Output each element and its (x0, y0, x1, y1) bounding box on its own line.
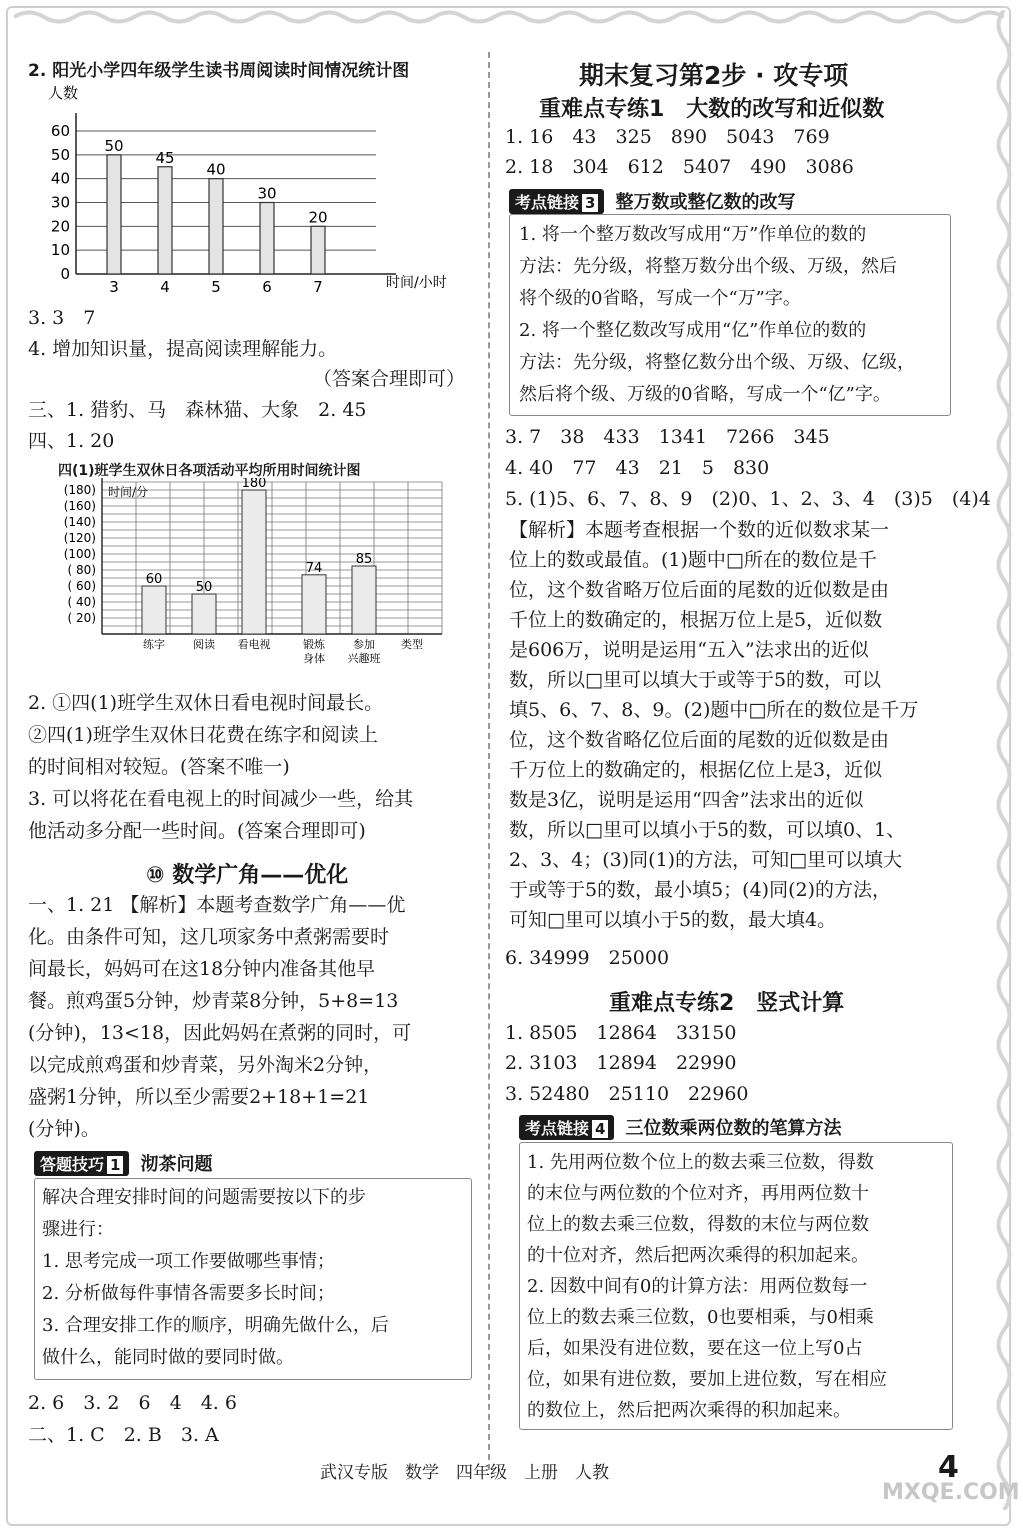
answer-r1: 1. 16 43 325 890 5043 769 (505, 126, 830, 148)
bar (260, 203, 274, 275)
y-tick-label: (120) (63, 531, 96, 545)
main-title: 期末复习第2步 · 攻专项 (579, 61, 849, 90)
unit-title: ⑩ 数学广角——优化 (146, 863, 349, 888)
y-tick-label: 50 (50, 145, 70, 164)
link3-header (509, 188, 796, 214)
y-axis-label: 人数 (48, 84, 79, 102)
bar (209, 179, 223, 274)
q2-title: 2. 阳光小学四年级学生读书周阅读时间情况统计图 (28, 61, 410, 81)
bar (107, 155, 121, 274)
answer-si-1: 四、1. 20 (28, 430, 115, 452)
text-line: 数，所以□里可以填小于5的数，可以填0、1、 (509, 819, 906, 841)
text-line: 1. 将一个整万数改写成用“万”作单位的数的 (519, 224, 867, 245)
subsection-2-title: 重难点专练2 竖式计算 (609, 991, 845, 1016)
y-tick-label: (160) (63, 499, 96, 513)
link3-title: 整万数或整亿数的改写 (615, 192, 796, 213)
y-tick-label: (180) (63, 483, 96, 497)
text-line: 位上的数去乘三位数，得数的末位与两位数 (527, 1214, 869, 1235)
text-line: 化。由条件可知，这几项家务中煮粥需要时 (28, 926, 390, 948)
data-label: 40 (206, 160, 226, 179)
text-line: 的数位上，然后把两次乘得的积加起来。 (527, 1400, 851, 1421)
text-line: 做什么，能同时做的要同时做。 (42, 1347, 294, 1368)
weekend-activity-bar-chart (28, 478, 476, 688)
y-tick-label: 10 (50, 241, 70, 260)
y-tick-label: ( 80) (67, 563, 96, 577)
decorative-wave-top (14, 8, 1004, 26)
tip-title: 沏茶问题 (140, 1154, 213, 1175)
y-tick-label: ( 20) (67, 611, 96, 625)
data-label: 50 (104, 136, 124, 155)
text-line: 数，所以□里可以填大于或等于5的数，可以 (509, 669, 882, 691)
page-number: 4 (938, 1450, 959, 1485)
text-line: 位上的数去乘三位数，0也要相乘，与0相乘 (527, 1307, 874, 1328)
reading-time-bar-chart (28, 82, 476, 292)
text-line: 3. 合理安排工作的顺序，明确先做什么，后 (42, 1315, 389, 1336)
bar (311, 226, 325, 274)
text-line: 他活动多分配一些时间。(答案合理即可) (28, 820, 366, 842)
text-line: 位，如果有进位数，要加上进位数，写在相应 (527, 1369, 887, 1390)
data-label: 180 (241, 478, 267, 491)
text-line: 千位上的数确定的，根据万位上是5，近似数 (509, 609, 883, 631)
y-tick-label: 0 (60, 265, 70, 283)
y-tick-label: 40 (50, 169, 70, 188)
text-line: 位，这个数省略万位后面的尾数的近似数是由 (509, 579, 890, 601)
answer-q3: 3. 3 7 (28, 307, 96, 329)
text-line: 是606万，说明是运用“五入”法求出的近似 (509, 639, 869, 661)
text-line: 2、3、4；(3)同(1)的方法，可知□里可以填大 (509, 849, 903, 871)
text-line: 然后将个级、万级的0省略，写成一个“亿”字。 (519, 384, 891, 405)
y-tick-label: (100) (63, 547, 96, 561)
text-line: 位，这个数省略亿位后面的尾数的近似数是由 (509, 729, 890, 751)
text-line: 可知□里可以填小于5的数，最大填4。 (509, 909, 837, 931)
text-line: 一、1. 21 【解析】本题考查数学广角——优 (28, 894, 406, 916)
text-line: 餐。煎鸡蛋5分钟，炒青菜8分钟，5+8=13 (28, 990, 399, 1012)
text-line: 方法：先分级，将整万数分出个级、万级，然后 (519, 256, 897, 277)
text-line: 位上的数或最值。(1)题中□所在的数位是千 (509, 549, 877, 571)
x-tick-label: 锻炼 (303, 638, 325, 651)
text-line: 以完成煎鸡蛋和炒青菜，另外淘米2分钟， (28, 1054, 383, 1076)
x-tick-label: 4 (160, 278, 170, 292)
x-tick-label: 7 (313, 278, 323, 292)
bar (352, 566, 376, 634)
answer-b2: 2. 3103 12894 22990 (505, 1052, 737, 1074)
answer-line-a: 2. 6 3. 2 6 4 4. 6 (28, 1392, 237, 1414)
text-line: (分钟)，13<18，因此妈妈在煮粥的同时，可 (28, 1022, 412, 1044)
y-tick-label: ( 60) (67, 579, 96, 593)
link4-title: 三位数乘两位数的笔算方法 (625, 1118, 842, 1139)
text-line: 后，如果没有进位数，要在这一位上写0占 (527, 1338, 863, 1359)
link4-tag: 考点链接 4 (519, 1115, 614, 1140)
decorative-wave-right (993, 10, 1015, 1510)
x-axis-label: 时间/小时 (386, 275, 447, 291)
tip-tag: 答题技巧 1 (34, 1151, 129, 1176)
text-line: ②四(1)班学生双休日花费在练字和阅读上 (28, 724, 378, 746)
answer-b1: 1. 8505 12864 33150 (505, 1022, 737, 1044)
x-tick-label: 兴趣班 (347, 652, 381, 665)
x-tick-label: 6 (262, 278, 272, 292)
text-line: 1. 思考完成一项工作要做哪些事情； (42, 1251, 335, 1272)
y-tick-label: 20 (50, 217, 70, 236)
data-label: 50 (195, 580, 213, 595)
y-tick-label: ( 40) (67, 595, 96, 609)
answer-san: 三、1. 猎豹、马 森林猫、大象 2. 45 (28, 399, 367, 421)
tip-header (34, 1150, 213, 1176)
text-line: 解决合理安排时间的问题需要按以下的步 (42, 1187, 366, 1208)
x-tick-label: 参加 (353, 638, 375, 651)
x-axis-label: 类型 (401, 638, 423, 651)
y-axis-label: 时间/分 (108, 485, 149, 499)
answer-b3: 3. 52480 25110 22960 (505, 1083, 749, 1105)
text-line: 将个级的0省略，写成一个“万”字。 (519, 288, 801, 309)
text-line: 骤进行： (42, 1219, 114, 1240)
x-tick-label: 练字 (143, 638, 165, 651)
footer: 武汉专版 数学 四年级 上册 人教 (320, 1463, 609, 1483)
column-divider (488, 52, 490, 1470)
data-label: 85 (355, 552, 373, 567)
text-line: 2. ①四(1)班学生双休日看电视时间最长。 (28, 692, 384, 714)
text-line: 数是3亿，说明是运用“四舍”法求出的近似 (509, 789, 864, 811)
answer-r6: 6. 34999 25000 (505, 947, 670, 969)
text-line: 的时间相对较短。(答案不唯一) (28, 756, 290, 778)
bar (302, 575, 326, 634)
answer-q4-note: （答案合理即可） (313, 368, 466, 390)
answer-r5: 5. (1)5、6、7、8、9 (2)0、1、2、3、4 (3)5 (4)4 (505, 488, 991, 510)
bar (242, 490, 266, 634)
link3-tag: 考点链接 3 (509, 189, 604, 214)
text-line: 3. 可以将花在看电视上的时间减少一些，给其 (28, 788, 414, 810)
text-line: 的十位对齐，然后把两次乘得的积加起来。 (527, 1245, 869, 1266)
answer-r4: 4. 40 77 43 21 5 830 (505, 457, 770, 479)
data-label: 74 (305, 560, 323, 576)
text-line: 方法：先分级，将整亿数分出个级、万级、亿级， (519, 352, 915, 373)
bar (192, 594, 216, 634)
answer-q4: 4. 增加知识量，提高阅读理解能力。 (28, 338, 338, 360)
text-line: 填5、6、7、8、9。(2)题中□所在的数位是千万 (509, 699, 919, 721)
bar (158, 167, 172, 274)
x-tick-label: 3 (109, 278, 119, 292)
text-line: 于或等于5的数，最小填5；(4)同(2)的方法， (509, 879, 892, 901)
data-label: 20 (308, 208, 328, 227)
y-tick-label: 60 (50, 122, 70, 140)
x-tick-label: 5 (211, 278, 221, 292)
text-line: 的末位与两位数的个位对齐，再用两位数十 (527, 1183, 869, 1204)
link4-header (519, 1114, 842, 1140)
answer-r3: 3. 7 38 433 1341 7266 345 (505, 426, 830, 448)
text-line: (分钟)。 (28, 1118, 100, 1140)
x-tick-label: 阅读 (193, 638, 215, 651)
text-line: 2. 分析做每件事情各需要多长时间； (42, 1283, 335, 1304)
text-line: 2. 因数中间有0的计算方法：用两位数每一 (527, 1276, 868, 1297)
text-line: 千万位上的数确定的，根据亿位上是3，近似 (509, 759, 883, 781)
data-label: 30 (257, 184, 277, 203)
text-line: 间最长，妈妈可在这18分钟内准备其他早 (28, 958, 376, 980)
data-label: 45 (155, 148, 175, 167)
data-label: 60 (145, 572, 163, 587)
text-line: 盛粥1分钟，所以至少需要2+18+1=21 (28, 1086, 370, 1108)
watermark: MXQE.COM (882, 1480, 1020, 1505)
text-line: 2. 将一个整亿数改写成用“亿”作单位的数的 (519, 320, 867, 341)
bar (142, 586, 166, 634)
chart2-title: 四(1)班学生双休日各项活动平均所用时间统计图 (58, 463, 361, 479)
answer-line-b: 二、1. C 2. B 3. A (28, 1424, 219, 1446)
subsection-1-title: 重难点专练1 大数的改写和近似数 (539, 97, 885, 122)
answer-r2: 2. 18 304 612 5407 490 3086 (505, 156, 854, 178)
text-line: 1. 先用两位数个位上的数去乘三位数，得数 (527, 1152, 874, 1173)
y-tick-label: (140) (63, 515, 96, 529)
x-tick-label: 身体 (303, 652, 325, 665)
text-line: 【解析】本题考查根据一个数的近似数求某一 (509, 519, 890, 541)
x-tick-label: 看电视 (237, 638, 271, 651)
y-tick-label: 30 (50, 193, 70, 212)
